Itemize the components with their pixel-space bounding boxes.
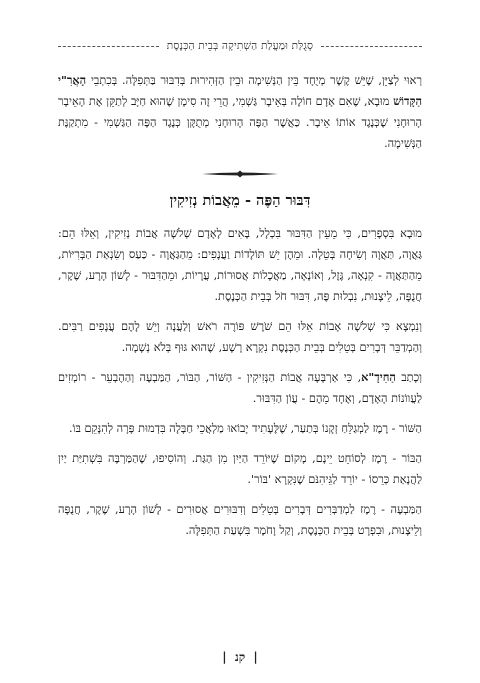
- paragraph-roots: וְנִמְצָא כִּי שְׁלֹשָׁה אָבוֹת אֵלּוּ הֵם שֹׁרֶשׁ פּוֹרֶה רֹאשׁ וְלַעֲנָה וְיֵשׁ לָהֶם עֲנָפִים רַבִּים. וְהַמְדַבֵּר דְּבָרִים בְּטֵלִים בְּבֵית הַכְּנֶסֶת נִקְרָא רָשָׁע, שֶׁהוּא גּוּף בְּלֹא נְשָׁמָה.: [58, 320, 422, 354]
- emphasis-chida: הַחִידָ"א: [361, 370, 396, 384]
- page-number: [0, 650, 480, 665]
- running-header: [58, 36, 422, 56]
- paragraph-text: , כִּי אַרְבָּעָה אֲבוֹת הַנְּזִיקִין - הַשּׁוֹר, הַבּוֹר, הַמַּבְעֶה וְהַהֶבְעֵר - רוֹמְזִים לַעֲווֹנוֹת הָאָדָם, וְאֶחָד מֵהֶם - עֲוֹן הַדִּבּוּר.: [58, 371, 422, 405]
- section-heading: דִּבּוּר הַפֶּה - מֵאֲבוֹת נְזִיקִין: [169, 192, 311, 209]
- paragraph-three-fathers: מוּבָא בִּסְפָרִים, כִּי מֵעֵין הַדִּבּוּר בִּכְלָל, בָּאִים לָאָדָם שְׁלֹשָׁה אֲבוֹת נְזִיקִין, וְאֵלּוּ הֵם: גַּאֲוָה, תַּאֲוָה וְשִׂיחָה בְּטֵלָה. וּמֵהֶן יֵשׁ תּוֹלָדוֹת וַעֲנָפִים: מֵהַגַּאֲוָה - כַּעַס וְשִׂנְאַת הַבְּרִיּוֹת, מֵהַתַּאֲוָה - קִנְאָה, גֶּזֶל, וְאוֹנָאָה, מַאֲכָלוֹת אֲסוּרוֹת, עֲרָיוֹת, וּמֵהַדִּבּוּר - לָשׁוֹן הָרָע, שֶׁקֶר, חֲנֻפָּה, לֵיצָנוּת, נִבְלוּת פֶּה, דִּבּוּר חֹל בְּבֵית הַכְּנֶסֶת.: [58, 227, 422, 303]
- page-number-text: קנ: [234, 650, 246, 664]
- paragraph-mavbeh: הַמַּבְעֶה - רֶמֶז לַמְדַבְּרִים דְּבָרִים בְּטֵלִים וְדִבּוּרִים אֲסוּרִים - לָשׁוֹן הָרָע, שֶׁקֶר, חֲנֻפָּה וְלֵיצָנוּת, וּבִפְרָט בְּבֵית הַכְּנֶסֶת, וְקַל וָחֹמֶר בִּשְׁעַת הַתְּפִלָּה.: [58, 503, 422, 537]
- header-rule-right: [321, 46, 422, 47]
- page-number-bar: |: [253, 650, 258, 664]
- section-divider: [58, 163, 422, 185]
- paragraph-text: וְכָתַב: [395, 371, 422, 384]
- page-number-bar: |: [222, 650, 227, 664]
- emphasis-arizal: הָאֲרִ"י הַקָּדוֹשׁ: [58, 73, 422, 108]
- paragraph-text: מוּבָא, שֶׁאִם אָדָם חוֹלֶה בְּאֵיבָר גַּשְׁמִי, הֲרֵי זֶה סִימָן שֶׁהוּא חַיָּב לְתַקֵּן אֶת הָאֵיבָר הָרוּחָנִי שֶׁכְּנֶגֶד אוֹתוֹ אֵיבָר. כַּאֲשֶׁר הַפֶּה הָרוּחָנִי מְתֻקָּן כְּנֶגֶד הַפֶּה הַגַּשְׁמִי - מִתְקַנֶּת הַנְּשִׁימָה.: [58, 95, 422, 150]
- page-content: [58, 70, 422, 550]
- paragraph-pit: הַבּוֹר - רֶמֶז לְסוֹחֵט יֵינָם, מָקוֹם שֶׁיּוֹרֵד הַיַּיִן מִן הַגַּת. וְהוֹסִיפוּ, שֶׁהַמַּרְבֶּה בִּשְׁתִיַּת יַיִן לַהֲנָאַת כְּרֵסוֹ - יוֹרֵד לַגֵּיהִנֹּם שֶׁנִּקְרָא 'בּוֹר'.: [58, 452, 422, 486]
- paragraph-text: רְאוּי לְצַיֵּן, שֶׁיֵּשׁ קֶשֶׁר מְיֻחָד בֵּין הַנְּשִׁימָה וּבֵין הַזְּהִירוּת בְּדִבּוּר בַּתְּפִלָּה. בְּכִתְבֵי: [86, 74, 422, 87]
- ornament-divider-icon: [200, 169, 280, 179]
- running-title: סְגֻלַּת וּמַעֲלַת הַשְׁתִיקָה בְּבֵית הַכְּנֶסֶת: [166, 40, 314, 52]
- header-rule-left: [58, 46, 159, 47]
- paragraph-breathing: [58, 70, 422, 154]
- paragraph-chida: [58, 367, 422, 409]
- paragraph-ox: הַשּׁוֹר - רֶמֶז לַמְגַלֵּחַ זְקָנוֹ בְּתַעַר, שֶׁלֶּעָתִיד יָבוֹאוּ מַלְאֲכֵי חַבָּלָה בִּדְמוּת פָּרָה לְהִנָּקֵם בּוֹ.: [68, 422, 422, 435]
